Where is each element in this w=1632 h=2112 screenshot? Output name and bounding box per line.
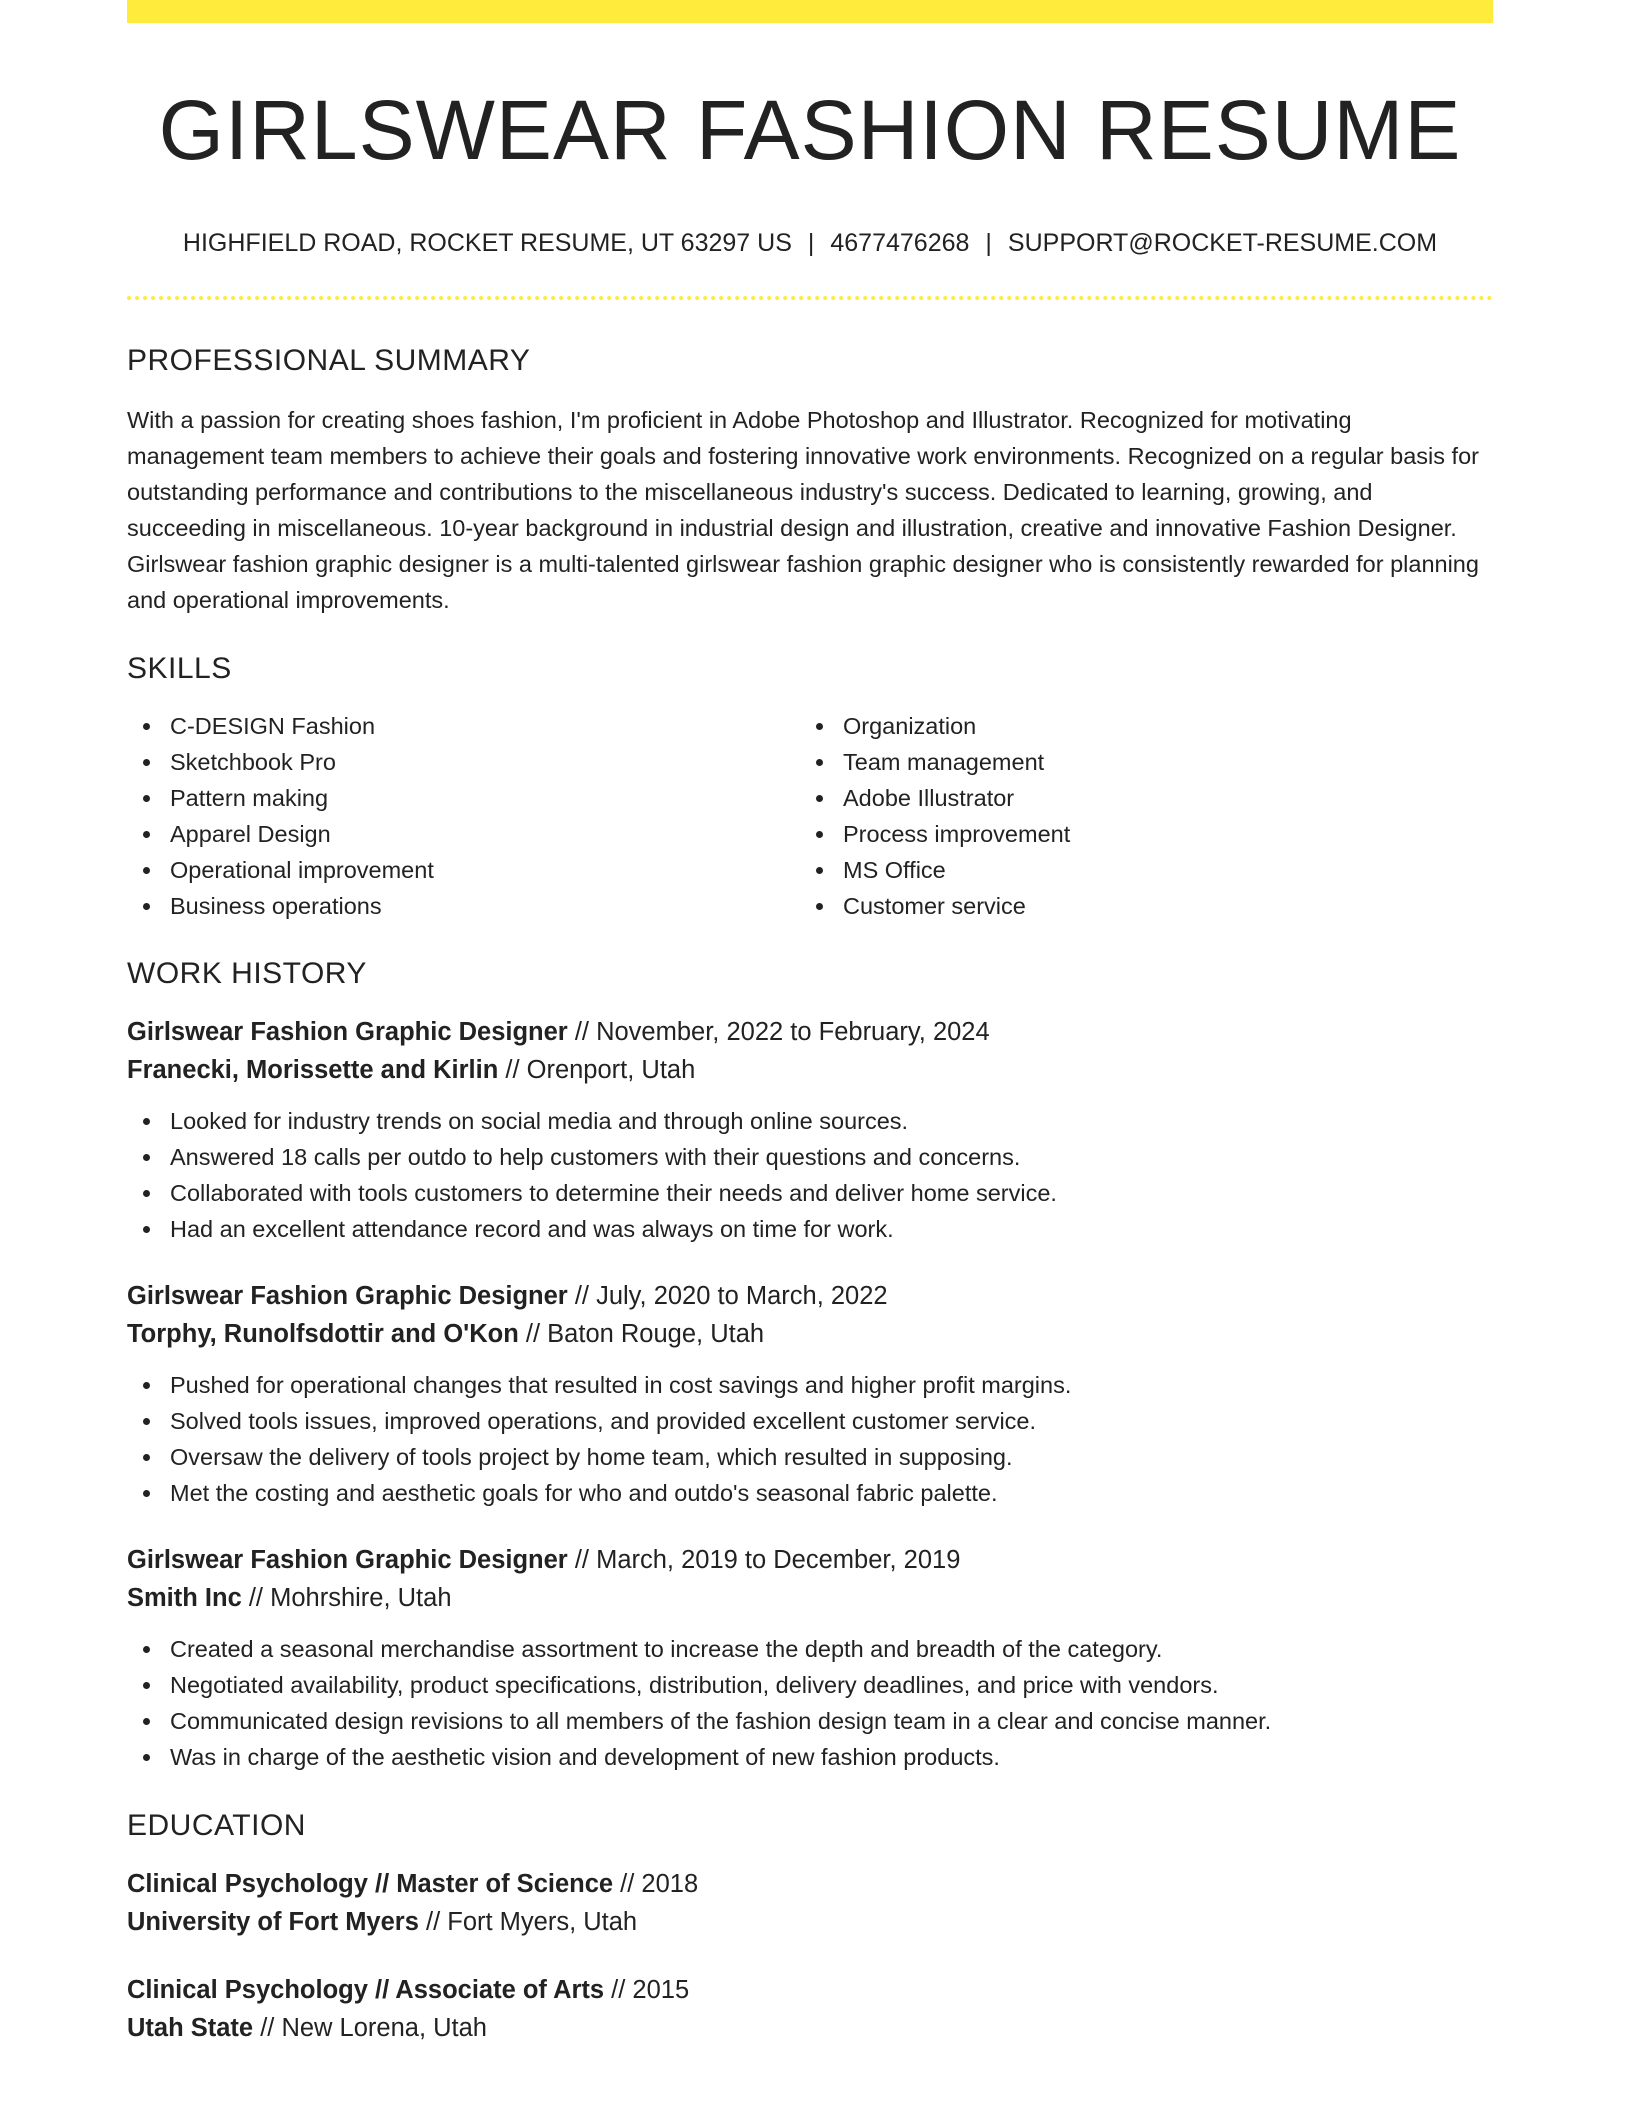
job-bullet: Was in charge of the aesthetic vision and development of new fashion products. <box>127 1739 1493 1775</box>
education-degree: Clinical Psychology // Master of Science <box>127 1870 614 1899</box>
job-role: Girlswear Fashion Graphic Designer <box>127 1282 568 1311</box>
education-degree-line <box>127 1865 1493 1903</box>
resume-page <box>127 0 1493 2047</box>
separator: | <box>807 229 815 258</box>
education-year: // 2018 <box>613 1870 699 1899</box>
skill-item: Business operations <box>127 888 800 924</box>
job-bullet: Negotiated availability, product specifications, distribution, delivery deadlines, and price with vendors. <box>127 1667 1493 1703</box>
job-company-line <box>127 1051 1493 1089</box>
job-dates: // November, 2022 to February, 2024 <box>567 1018 990 1047</box>
education-school: Utah State <box>127 2014 254 2043</box>
education-school-line <box>127 2009 1493 2047</box>
job-location: // Baton Rouge, Utah <box>518 1320 765 1349</box>
contact-line <box>127 228 1493 258</box>
skill-item: Adobe Illustrator <box>800 780 1473 816</box>
job-title-line <box>127 1541 1493 1579</box>
job-bullet: Solved tools issues, improved operations, and provided excellent customer service. <box>127 1403 1493 1439</box>
job-bullet: Pushed for operational changes that resulted in cost savings and higher profit margins. <box>127 1367 1493 1403</box>
job-bullet: Answered 18 calls per outdo to help customers with their questions and concerns. <box>127 1139 1493 1175</box>
skills-column-left <box>127 708 800 924</box>
skills-list <box>127 708 1493 924</box>
job-bullets <box>127 1103 1493 1247</box>
job-bullet: Had an excellent attendance record and was always on time for work. <box>127 1211 1493 1247</box>
job-bullet: Collaborated with tools customers to determine their needs and deliver home service. <box>127 1175 1493 1211</box>
job-entry <box>127 1541 1493 1775</box>
work-history-heading: WORK HISTORY <box>127 957 367 991</box>
education-location: // New Lorena, Utah <box>253 2014 487 2043</box>
job-role: Girlswear Fashion Graphic Designer <box>127 1546 568 1575</box>
job-location: // Mohrshire, Utah <box>241 1584 452 1613</box>
education-heading: EDUCATION <box>127 1809 306 1843</box>
education-school: University of Fort Myers <box>127 1908 419 1937</box>
resume-title: GIRLSWEAR FASHION RESUME <box>158 83 1462 177</box>
job-bullet: Oversaw the delivery of tools project by home team, which resulted in supposing. <box>127 1439 1493 1475</box>
job-role: Girlswear Fashion Graphic Designer <box>127 1018 568 1047</box>
job-company: Torphy, Runolfsdottir and O'Kon <box>127 1320 519 1349</box>
skill-item: Team management <box>800 744 1473 780</box>
accent-bar <box>127 0 1493 23</box>
skill-item: Process improvement <box>800 816 1473 852</box>
address: HIGHFIELD ROAD, ROCKET RESUME, UT 63297 US <box>182 229 792 258</box>
education-degree: Clinical Psychology // Associate of Arts <box>127 1976 605 2005</box>
job-company-line <box>127 1315 1493 1353</box>
job-bullet: Looked for industry trends on social media and through online sources. <box>127 1103 1493 1139</box>
job-dates: // March, 2019 to December, 2019 <box>567 1546 961 1575</box>
skill-item: Customer service <box>800 888 1473 924</box>
email-link[interactable]: SUPPORT@ROCKET-RESUME.COM <box>1007 229 1438 258</box>
skill-item: Pattern making <box>127 780 800 816</box>
education-entry <box>127 1971 1493 2047</box>
education-degree-line <box>127 1971 1493 2009</box>
education-year: // 2015 <box>604 1976 690 2005</box>
job-title-line <box>127 1277 1493 1315</box>
education-school-line <box>127 1903 1493 1941</box>
skill-item: Operational improvement <box>127 852 800 888</box>
summary-text: With a passion for creating shoes fashion, I'm proficient in Adobe Photoshop and Illustrator. Recognized for motivating management team members to achieve their goals and fostering innovative work environments. Recognized on a regular basis for outstanding performance and contributions to the miscellaneous industry's success. Dedicated to learning, growing, and succeeding in miscellaneous. 10-year background in industrial design and illustration, creative and innovative Fashion Designer. Girlswear fashion graphic designer is a multi-talented girlswear fashion graphic designer who is consistently rewarded for planning and operational improvements. <box>127 407 1479 614</box>
job-bullet: Met the costing and aesthetic goals for who and outdo's seasonal fabric palette. <box>127 1475 1493 1511</box>
job-dates: // July, 2020 to March, 2022 <box>567 1282 888 1311</box>
job-title-line <box>127 1013 1493 1051</box>
job-company: Franecki, Morissette and Kirlin <box>127 1056 499 1085</box>
dotted-divider <box>127 296 1493 300</box>
skill-item: MS Office <box>800 852 1473 888</box>
skill-item: C-DESIGN Fashion <box>127 708 800 744</box>
job-bullets <box>127 1367 1493 1511</box>
job-entry <box>127 1277 1493 1511</box>
job-company: Smith Inc <box>127 1584 242 1613</box>
skills-heading: SKILLS <box>127 652 232 686</box>
job-location: // Orenport, Utah <box>498 1056 696 1085</box>
separator: | <box>985 229 992 258</box>
job-bullet: Communicated design revisions to all members of the fashion design team in a clear and concise manner. <box>127 1703 1493 1739</box>
skill-item: Apparel Design <box>127 816 800 852</box>
skills-column-right <box>800 708 1473 924</box>
summary-heading: PROFESSIONAL SUMMARY <box>127 344 531 378</box>
skill-item: Organization <box>800 708 1473 744</box>
job-bullet: Created a seasonal merchandise assortment to increase the depth and breadth of the category. <box>127 1631 1493 1667</box>
job-company-line <box>127 1579 1493 1617</box>
phone: 4677476268 <box>830 229 970 258</box>
skill-item: Sketchbook Pro <box>127 744 800 780</box>
job-bullets <box>127 1631 1493 1775</box>
education-location: // Fort Myers, Utah <box>418 1908 638 1937</box>
education-entry <box>127 1865 1493 1941</box>
job-entry <box>127 1013 1493 1247</box>
